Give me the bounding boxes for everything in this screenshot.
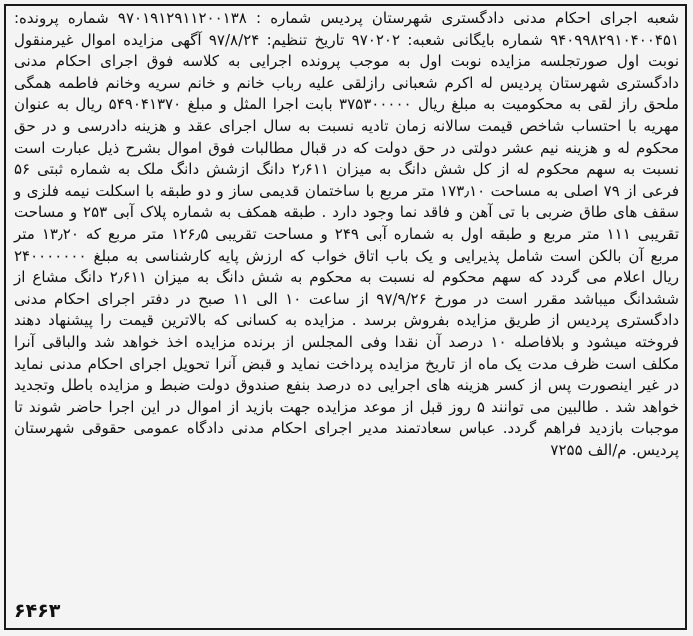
notice-body: شعبه اجرای احکام مدنی دادگستری شهرستان پردیس شماره : ۹۷۰۱۹۱۲۹۱۱۲۰۰۱۳۸ شماره پرونده: ۹۴۰۹۹۸۲۹۱۰۴۰۰۴۵۱ شماره بایگانی شعبه: ۹۷۰۲۰۲ تاریخ تنظیم: ۹۷/۸/۲۴ آگهی مزایده اموال غیرمنقول نوبت اول صورتجلسه مزایده نوبت اول به موجب پرونده اجرایی به کلاسه فوق اجرای احکام مدنی دادگستری شهرستان پردیس له اکرم شعبانی رازلقی علیه رباب خانم و خانم سریه وخانم فاطمه همگی ملحق راز لقی به محکومیت به مبلغ ریال ۳۷۵۳۰۰۰۰۰ بابت اجرا المثل و مبلغ ۵۴۹۰۴۱۳۷۰ ریال به عنوان مهریه با احتساب شاخص قیمت سالانه زمان تادیه نسبت به سال اجرای عقد و هزینه دادرسی و در حق محکوم له و هزینه نیم عشر دولتی در حق دولت که در قبال مطالبات فوق اموال بشرح ذیل عبارت است نسبت به سهم محکوم له از کل شش دانگ به میزان ۲٫۶۱۱ دانگ ازشش دانگ ملک به شماره ثبتی ۵۶ فرعی از ۷۹ اصلی به مساحت ۱۷۳٫۱۰ متر مربع با ساختمان قدیمی ساز و دو طبقه با اسکلت نیمه فلزی و سقف های طاق ضربی با تی آهن و فاقد نما وجود دارد . طبقه همکف به شماره پلاک آبی ۲۵۳ و مساحت تقریبی ۱۱۱ متر مربع و طبقه اول به شماره آبی ۲۴۹ و مساحت تقریبی ۱۲۶٫۵ متر مربع که ۱۳٫۲۰ متر مربع آن بالکن است شامل پذیرایی و یک باب اتاق خواب که ارزش پایه کارشناسی به مبلغ ۲۴۰۰۰۰۰۰۰ ریال اعلام می گردد که سهم محکوم له نسبت به محکوم به شش دانگ به میزان ۲٫۶۱۱ دانگ مشاع از ششدانگ میباشد مقرر است در مورخ ۹۷/۹/۲۶ از ساعت ۱۰ الی ۱۱ صبح در دفتر اجرای احکام مدنی دادگستری پردیس از طریق مزایده بفروش برسد . مزایده به کسانی که بالاترین قیمت را پیشنهاد دهند فروخته میشود و بلافاصله ۱۰ درصد آن نقدا وفی المجلس از برنده مزایده اخذ خواهد شد والباقی آنرا مکلف است ظرف مدت یک ماه از تاریخ مزایده پرداخت نماید و قبض آنرا تحویل اجرای احکام مدنی نماید در غیر اینصورت پس از کسر هزینه های اجرایی ده درصد بنفع صندوق دولت ضبط و مزایده باطل وتجدید خواهد شد . طالبین می توانند ۵ روز قبل از موعد مزایده جهت بازید از اموال در این اجرا حاضر شوند تا موجبات بازدید فراهم گردد. عباس سعادتمند مدیر اجرای احکام مدنی دادگاه عمومی حقوقی شهرستان پردیس. م/الف ۷۲۵۵ xyxy=(14,9,680,459)
notice-code: ۶۴۶۳ xyxy=(14,600,61,622)
